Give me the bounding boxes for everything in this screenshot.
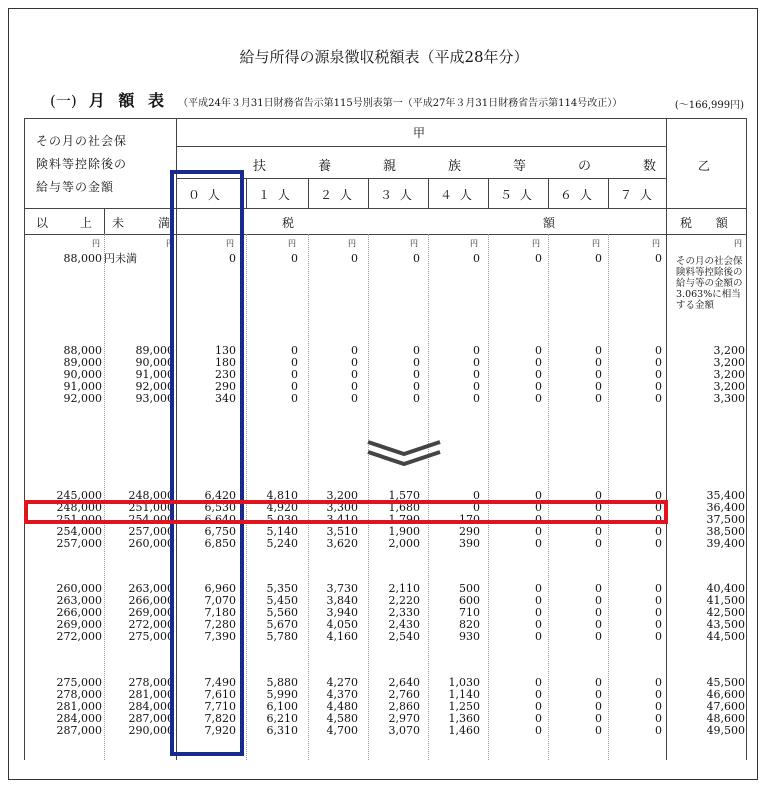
cell-value: 0 xyxy=(291,252,298,265)
dependents-6-value: 0 xyxy=(595,489,602,502)
dependents-0-value: 7,280 xyxy=(204,618,236,631)
ijou-char2: 上 xyxy=(80,216,93,230)
range-note: (～166,999円) xyxy=(674,100,744,111)
otsu-value: 41,500 xyxy=(706,594,745,607)
gaku-label: 額 xyxy=(543,216,556,230)
authority-note: （平成24年３月31日財務省告示第115号別表第一（平成27年３月31日財務省告示第114号改正）） xyxy=(178,98,623,109)
dependents-1-value: 0 xyxy=(291,380,298,393)
cell-value: 0 xyxy=(413,252,420,265)
otsu-value: 38,500 xyxy=(706,525,745,538)
dependents-6-value: 0 xyxy=(595,712,602,725)
dependents-5-value: 0 xyxy=(535,700,542,713)
dependents-2-value: 3,840 xyxy=(326,594,358,607)
dependents-1-value: 5,880 xyxy=(266,676,298,689)
dependents-5-header: ５ 人 xyxy=(500,188,534,202)
dependents-0-value: 130 xyxy=(215,344,236,357)
otsu-value: 42,500 xyxy=(706,606,745,619)
unit-label: 円 xyxy=(288,239,296,248)
table-right-border xyxy=(746,118,747,760)
dependents-1-value: 5,240 xyxy=(266,537,298,550)
dependents-0-value: 6,530 xyxy=(204,501,236,514)
row-to: 266,000 xyxy=(128,594,174,607)
dependents-0-value: 6,420 xyxy=(204,489,236,502)
otsu-value: 3,200 xyxy=(713,380,745,393)
dependents-5-value: 0 xyxy=(535,688,542,701)
otsu-column-divider xyxy=(666,118,667,760)
dependents-1-value: 5,350 xyxy=(266,582,298,595)
dependents-1-value: 0 xyxy=(291,392,298,405)
cell-value: 0 xyxy=(473,252,480,265)
ijou-miman-divider xyxy=(104,208,105,234)
dependents-5-value: 0 xyxy=(535,537,542,550)
otsu-value: 35,400 xyxy=(706,489,745,502)
dependents-0-value: 7,820 xyxy=(204,712,236,725)
dependents-3-value: 2,540 xyxy=(388,630,420,643)
row-from: 284,000 xyxy=(56,712,102,725)
dependents-7-value: 0 xyxy=(655,630,662,643)
dependents-7-value: 0 xyxy=(655,712,662,725)
dependents-4-value: 290 xyxy=(459,525,480,538)
header-bottom-border xyxy=(24,208,746,209)
dependents-1-value: 6,310 xyxy=(266,724,298,737)
first-row-from: 88,000 xyxy=(63,252,102,265)
dependents-1-value: 6,210 xyxy=(266,712,298,725)
dependents-6-value: 0 xyxy=(595,724,602,737)
dependents-0-value: 7,490 xyxy=(204,676,236,689)
dependents-5-value: 0 xyxy=(535,606,542,619)
dependents-3-value: 0 xyxy=(413,392,420,405)
dependents-0-value: 6,960 xyxy=(204,582,236,595)
dependents-3-value: 1,570 xyxy=(388,489,420,502)
dependents-7-value: 0 xyxy=(655,513,662,526)
dependents-6-value: 0 xyxy=(595,582,602,595)
row-from: 272,000 xyxy=(56,630,102,643)
dependents-4-value: 0 xyxy=(473,380,480,393)
dependents-0-value: 7,920 xyxy=(204,724,236,737)
dependents-7-value: 0 xyxy=(655,380,662,393)
unit-label: 円 xyxy=(92,239,100,248)
dependents-7-value: 0 xyxy=(655,594,662,607)
dependents-1-value: 5,990 xyxy=(266,688,298,701)
dependents-6-value: 0 xyxy=(595,380,602,393)
dependents-2-value: 0 xyxy=(351,368,358,381)
dependents-4-value: 0 xyxy=(473,392,480,405)
dependents-3-value: 0 xyxy=(413,368,420,381)
dependents-2-value: 4,050 xyxy=(326,618,358,631)
dependent-header-divider xyxy=(246,178,247,208)
dependents-7-value: 0 xyxy=(655,489,662,502)
row-from: 89,000 xyxy=(63,356,102,369)
fuyou-char: 等 xyxy=(513,159,527,174)
dependents-7-value: 0 xyxy=(655,501,662,514)
otsu-value: 3,300 xyxy=(713,392,745,405)
dependents-2-header: ２ 人 xyxy=(320,188,354,202)
dependents-6-value: 0 xyxy=(595,676,602,689)
row-from: 266,000 xyxy=(56,606,102,619)
dependents-0-value: 7,710 xyxy=(204,700,236,713)
row-to: 290,000 xyxy=(128,724,174,737)
fuyou-char: 養 xyxy=(318,159,332,174)
zei-label: 税 xyxy=(282,216,295,230)
miman-char1: 未 xyxy=(112,216,125,230)
dependents-6-value: 0 xyxy=(595,537,602,550)
dependent-header-divider xyxy=(548,178,549,208)
dependents-5-value: 0 xyxy=(535,724,542,737)
dependents-1-value: 5,140 xyxy=(266,525,298,538)
dependents-5-value: 0 xyxy=(535,392,542,405)
dependents-4-value: 1,460 xyxy=(448,724,480,737)
dependents-1-value: 0 xyxy=(291,368,298,381)
dependents-0-value: 290 xyxy=(215,380,236,393)
row-to: 257,000 xyxy=(128,525,174,538)
dependent-header-divider xyxy=(368,178,369,208)
dependents-5-value: 0 xyxy=(535,513,542,526)
dependents-3-value: 2,220 xyxy=(388,594,420,607)
dependents-4-value: 930 xyxy=(459,630,480,643)
dependents-3-value: 0 xyxy=(413,380,420,393)
row-from: 248,000 xyxy=(56,501,102,514)
dependents-7-header: ７ 人 xyxy=(620,188,654,202)
row-from: 275,000 xyxy=(56,676,102,689)
dependents-3-value: 2,760 xyxy=(388,688,420,701)
dependents-6-value: 0 xyxy=(595,525,602,538)
fuyou-char: 親 xyxy=(383,159,397,174)
dependents-4-value: 0 xyxy=(473,501,480,514)
otsu-value: 3,200 xyxy=(713,344,745,357)
dependents-1-value: 5,030 xyxy=(266,513,298,526)
dependents-7-value: 0 xyxy=(655,724,662,737)
row-to: 254,000 xyxy=(128,513,174,526)
dependents-5-value: 0 xyxy=(535,489,542,502)
dependents-3-value: 1,790 xyxy=(388,513,420,526)
dependents-2-value: 3,300 xyxy=(326,501,358,514)
dependents-6-value: 0 xyxy=(595,368,602,381)
dependents-0-value: 7,610 xyxy=(204,688,236,701)
row-from: 278,000 xyxy=(56,688,102,701)
table-top-border xyxy=(24,118,746,119)
row-to: 263,000 xyxy=(128,582,174,595)
row-to: 260,000 xyxy=(128,537,174,550)
otsu-value: 43,500 xyxy=(706,618,745,631)
dependents-0-header: ０ 人 xyxy=(188,188,222,202)
dependents-7-value: 0 xyxy=(655,525,662,538)
dependents-0-value: 7,180 xyxy=(204,606,236,619)
dependents-2-value: 4,480 xyxy=(326,700,358,713)
fuyou-char: 族 xyxy=(448,159,462,174)
income-label-line2: 険料等控除後の xyxy=(36,157,128,171)
dependents-7-value: 0 xyxy=(655,606,662,619)
unit-label: 円 xyxy=(348,239,356,248)
dependents-7-value: 0 xyxy=(655,582,662,595)
dependents-1-value: 6,100 xyxy=(266,700,298,713)
dependents-4-header: ４ 人 xyxy=(440,188,474,202)
dependents-2-value: 4,370 xyxy=(326,688,358,701)
otsu-rate-note: その月の社会保険料等控除後の給与等の金額の3.063%に相当する金額 xyxy=(676,256,743,311)
section-name: 月 額 表 xyxy=(88,91,169,110)
dependents-2-value: 0 xyxy=(351,392,358,405)
dependent-header-divider xyxy=(488,178,489,208)
dependents-7-value: 0 xyxy=(655,688,662,701)
dependents-7-value: 0 xyxy=(655,392,662,405)
dependents-6-value: 0 xyxy=(595,513,602,526)
dependents-2-value: 4,160 xyxy=(326,630,358,643)
fuyou-char: の xyxy=(578,159,592,174)
dependent-header-divider xyxy=(608,178,609,208)
unit-label: 円 xyxy=(470,239,478,248)
dependents-1-value: 5,450 xyxy=(266,594,298,607)
dependents-6-value: 0 xyxy=(595,344,602,357)
table-subtitle xyxy=(50,88,622,111)
dependents-5-value: 0 xyxy=(535,676,542,689)
dependents-5-value: 0 xyxy=(535,712,542,725)
unit-label: 円 xyxy=(532,239,540,248)
dependents-3-value: 0 xyxy=(413,344,420,357)
row-from: 257,000 xyxy=(56,537,102,550)
dependents-5-value: 0 xyxy=(535,501,542,514)
fuyou-divider xyxy=(176,178,666,179)
dependents-4-value: 0 xyxy=(473,344,480,357)
dependents-5-value: 0 xyxy=(535,368,542,381)
dependents-0-value: 6,750 xyxy=(204,525,236,538)
dependents-4-value: 170 xyxy=(459,513,480,526)
dependents-3-value: 1,680 xyxy=(388,501,420,514)
kou-header: 甲 xyxy=(413,126,426,140)
dependents-3-value: 1,900 xyxy=(388,525,420,538)
row-from: 92,000 xyxy=(63,392,102,405)
selected-row-highlight xyxy=(24,500,668,524)
row-to: 90,000 xyxy=(135,356,174,369)
dependents-3-header: ３ 人 xyxy=(380,188,414,202)
dependents-5-value: 0 xyxy=(535,380,542,393)
row-from: 88,000 xyxy=(63,344,102,357)
dependents-4-value: 820 xyxy=(459,618,480,631)
dependents-6-value: 0 xyxy=(595,618,602,631)
income-label-line3: 給与等の金額 xyxy=(36,180,115,194)
dependents-4-value: 1,140 xyxy=(448,688,480,701)
zero-dependents-column-highlight xyxy=(170,170,244,756)
row-from: 251,000 xyxy=(56,513,102,526)
row-to: 275,000 xyxy=(128,630,174,643)
dependents-4-value: 0 xyxy=(473,368,480,381)
dependents-3-value: 2,330 xyxy=(388,606,420,619)
dependents-0-value: 230 xyxy=(215,368,236,381)
dependents-7-value: 0 xyxy=(655,700,662,713)
dependents-1-value: 5,560 xyxy=(266,606,298,619)
dependents-4-value: 710 xyxy=(459,606,480,619)
dependents-7-value: 0 xyxy=(655,537,662,550)
dependents-5-value: 0 xyxy=(535,525,542,538)
dependents-1-value: 4,810 xyxy=(266,489,298,502)
row-to: 248,000 xyxy=(128,489,174,502)
column-guide xyxy=(104,234,105,760)
dependents-2-value: 3,940 xyxy=(326,606,358,619)
dependents-1-value: 0 xyxy=(291,344,298,357)
unit-label: 円 xyxy=(592,239,600,248)
dependents-7-value: 0 xyxy=(655,356,662,369)
subheader-bottom-border xyxy=(24,234,746,235)
dependents-7-value: 0 xyxy=(655,344,662,357)
row-to: 272,000 xyxy=(128,618,174,631)
otsu-value: 40,400 xyxy=(706,582,745,595)
dependents-4-value: 390 xyxy=(459,537,480,550)
row-from: 269,000 xyxy=(56,618,102,631)
otsu-value: 3,200 xyxy=(713,368,745,381)
fuyou-char: 扶 xyxy=(253,159,267,174)
dependents-3-value: 3,070 xyxy=(388,724,420,737)
dependents-7-value: 0 xyxy=(655,368,662,381)
dependents-2-value: 4,580 xyxy=(326,712,358,725)
otsu-value: 37,500 xyxy=(706,513,745,526)
dependents-3-value: 2,000 xyxy=(388,537,420,550)
cell-value: 0 xyxy=(595,252,602,265)
dependents-2-value: 4,700 xyxy=(326,724,358,737)
dependents-6-value: 0 xyxy=(595,606,602,619)
row-to: 281,000 xyxy=(128,688,174,701)
dependents-0-value: 6,640 xyxy=(204,513,236,526)
otsu-zeigaku-label: 税 額 xyxy=(680,216,738,230)
otsu-value: 44,500 xyxy=(706,630,745,643)
dependents-6-value: 0 xyxy=(595,594,602,607)
section-number: (一) xyxy=(50,92,77,110)
dependents-5-value: 0 xyxy=(535,618,542,631)
dependents-1-value: 5,670 xyxy=(266,618,298,631)
otsu-value: 36,400 xyxy=(706,501,745,514)
dependents-6-value: 0 xyxy=(595,501,602,514)
unit-label: 円 xyxy=(652,239,660,248)
otsu-value: 46,600 xyxy=(706,688,745,701)
kou-divider xyxy=(176,146,666,147)
unit-label: 円 xyxy=(226,239,234,248)
fuyou-char: 数 xyxy=(643,159,657,174)
dependents-5-value: 0 xyxy=(535,594,542,607)
dependents-3-value: 2,860 xyxy=(388,700,420,713)
row-from: 287,000 xyxy=(56,724,102,737)
row-from: 245,000 xyxy=(56,489,102,502)
dependents-4-value: 0 xyxy=(473,356,480,369)
dependents-6-value: 0 xyxy=(595,700,602,713)
dependents-2-value: 3,620 xyxy=(326,537,358,550)
dependents-2-value: 3,410 xyxy=(326,513,358,526)
row-to: 269,000 xyxy=(128,606,174,619)
unit-label: 円 xyxy=(734,239,742,248)
dependent-header-divider xyxy=(308,178,309,208)
dependents-5-value: 0 xyxy=(535,356,542,369)
dependents-0-value: 7,070 xyxy=(204,594,236,607)
row-to: 92,000 xyxy=(135,380,174,393)
dependents-1-header: １ 人 xyxy=(258,188,292,202)
dependents-3-value: 2,970 xyxy=(388,712,420,725)
row-from: 90,000 xyxy=(63,368,102,381)
miman-char2: 満 xyxy=(158,216,171,230)
dependents-4-value: 0 xyxy=(473,489,480,502)
dependents-1-value: 0 xyxy=(291,356,298,369)
dependents-7-value: 0 xyxy=(655,618,662,631)
dependents-2-value: 0 xyxy=(351,344,358,357)
dependents-6-value: 0 xyxy=(595,392,602,405)
dependents-3-value: 2,640 xyxy=(388,676,420,689)
otsu-header: 乙 xyxy=(698,159,711,173)
dependents-2-value: 0 xyxy=(351,356,358,369)
dependents-4-value: 1,250 xyxy=(448,700,480,713)
dependents-5-value: 0 xyxy=(535,630,542,643)
first-row-to: 円未満 xyxy=(104,252,137,265)
ijou-char1: 以 xyxy=(36,216,49,230)
dependents-2-value: 3,730 xyxy=(326,582,358,595)
dependents-3-value: 2,430 xyxy=(388,618,420,631)
dependents-7-value: 0 xyxy=(655,676,662,689)
row-to: 91,000 xyxy=(135,368,174,381)
otsu-value: 49,500 xyxy=(706,724,745,737)
cell-value: 0 xyxy=(535,252,542,265)
row-from: 263,000 xyxy=(56,594,102,607)
dependents-1-value: 5,780 xyxy=(266,630,298,643)
dependents-3-value: 0 xyxy=(413,356,420,369)
otsu-value: 39,400 xyxy=(706,537,745,550)
otsu-value: 47,600 xyxy=(706,700,745,713)
dependents-0-value: 340 xyxy=(215,392,236,405)
row-to: 284,000 xyxy=(128,700,174,713)
dependents-6-header: ６ 人 xyxy=(560,188,594,202)
dependents-0-value: 180 xyxy=(215,356,236,369)
row-to: 287,000 xyxy=(128,712,174,725)
dependents-2-value: 3,510 xyxy=(326,525,358,538)
row-to: 278,000 xyxy=(128,676,174,689)
dependents-4-value: 1,030 xyxy=(448,676,480,689)
dependents-2-value: 3,200 xyxy=(326,489,358,502)
cell-value: 0 xyxy=(655,252,662,265)
dependents-4-value: 600 xyxy=(459,594,480,607)
cell-value: 0 xyxy=(229,252,236,265)
row-from: 281,000 xyxy=(56,700,102,713)
double-chevron-down-icon xyxy=(364,438,444,468)
dependents-0-value: 7,390 xyxy=(204,630,236,643)
dependents-5-value: 0 xyxy=(535,582,542,595)
otsu-value: 3,200 xyxy=(713,356,745,369)
row-from: 260,000 xyxy=(56,582,102,595)
unit-label: 円 xyxy=(166,239,174,248)
dependent-header-divider xyxy=(428,178,429,208)
row-from: 91,000 xyxy=(63,380,102,393)
dependents-1-value: 4,920 xyxy=(266,501,298,514)
page-title: 給与所得の源泉徴収税額表（平成28年分） xyxy=(239,48,529,66)
dependents-5-value: 0 xyxy=(535,344,542,357)
dependents-2-value: 0 xyxy=(351,380,358,393)
otsu-value: 45,500 xyxy=(706,676,745,689)
income-label-line1: その月の社会保 xyxy=(36,134,128,148)
row-from: 254,000 xyxy=(56,525,102,538)
unit-label: 円 xyxy=(410,239,418,248)
dependents-6-value: 0 xyxy=(595,688,602,701)
cell-value: 0 xyxy=(351,252,358,265)
dependents-6-value: 0 xyxy=(595,630,602,643)
otsu-value: 48,600 xyxy=(706,712,745,725)
table-left-border xyxy=(24,118,25,760)
dependents-4-value: 500 xyxy=(459,582,480,595)
row-to: 93,000 xyxy=(135,392,174,405)
dependents-3-value: 2,110 xyxy=(388,582,420,595)
dependents-0-value: 6,850 xyxy=(204,537,236,550)
row-to: 251,000 xyxy=(128,501,174,514)
row-to: 89,000 xyxy=(135,344,174,357)
dependents-4-value: 1,360 xyxy=(448,712,480,725)
dependents-2-value: 4,270 xyxy=(326,676,358,689)
dependents-6-value: 0 xyxy=(595,356,602,369)
